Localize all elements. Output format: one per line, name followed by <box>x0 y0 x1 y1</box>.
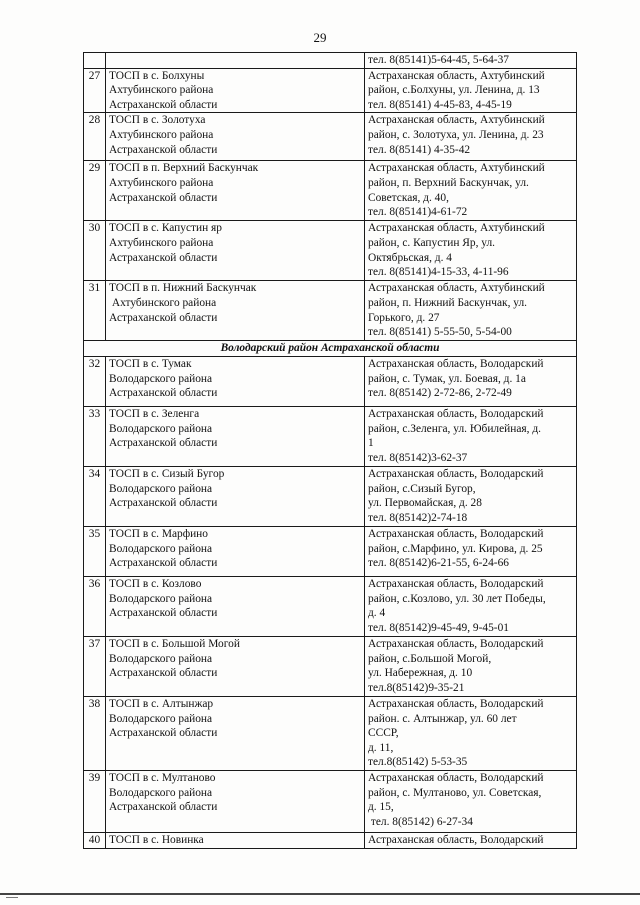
address-cell <box>365 576 577 636</box>
section-heading: Володарский район Астраханской области <box>84 341 577 357</box>
address-cell <box>365 221 577 281</box>
office-name-cell <box>106 356 365 406</box>
address-line: Астраханская область, Володарский <box>368 833 544 846</box>
table-row <box>84 526 577 576</box>
row-number-cell: 28 <box>84 113 106 161</box>
office-name-line: Астраханской области <box>109 143 218 156</box>
section-heading-row <box>84 341 577 357</box>
table-row <box>84 696 577 770</box>
row-number-cell: 33 <box>84 406 106 466</box>
address-line: ул. Первомайская, д. 28 <box>368 497 482 510</box>
address-line: Астраханская область, Володарский <box>368 771 544 784</box>
row-number-cell: 37 <box>84 636 106 696</box>
office-name-line: ТОСП в с. Большой Могой <box>109 637 240 650</box>
office-name-cell <box>106 406 365 466</box>
table-row <box>84 356 577 406</box>
table-row <box>84 636 577 696</box>
address-line: тел. 8(85142)9-45-49, 9-45-01 <box>368 621 509 634</box>
address-cell <box>365 281 577 341</box>
office-name-line: ТОСП в с. Тумак <box>109 357 192 370</box>
office-name-line: Володарского района <box>109 712 213 725</box>
address-line: тел. 8(85142)2-74-18 <box>368 511 468 524</box>
office-name-line: Ахтубинского района <box>109 236 214 249</box>
address-line: тел. 8(85141) 5-55-50, 5-54-00 <box>368 326 512 339</box>
address-line: район. с. Алтынжар, ул. 60 лет <box>368 712 517 725</box>
page-bottom-rule <box>0 893 640 895</box>
address-line: Советская, д. 40, <box>368 191 449 204</box>
office-name-line: ТОСП в п. Нижний Баскунчак <box>109 282 257 295</box>
office-name-cell <box>106 466 365 526</box>
row-number-cell: 35 <box>84 526 106 576</box>
office-name-line: Астраханской области <box>109 607 218 620</box>
address-line: тел. 8(85142) 2-72-86, 2-72-49 <box>368 387 512 400</box>
office-name-cell <box>106 281 365 341</box>
address-cell <box>365 696 577 770</box>
office-name-cell <box>106 68 365 113</box>
table-row <box>84 281 577 341</box>
address-line: ул. Набережная, д. 10 <box>368 667 473 680</box>
address-cell <box>365 636 577 696</box>
office-name-line: Астраханской области <box>109 497 218 510</box>
address-line: Астраханская область, Ахтубинский <box>368 69 545 82</box>
office-name-line: ТОСП в с. Зеленга <box>109 407 200 420</box>
address-line: район, с.Большой Могой, <box>368 652 492 665</box>
table-row <box>84 770 577 832</box>
office-name-cell <box>106 113 365 161</box>
address-line: Октябрьская, д. 4 <box>368 251 452 264</box>
office-name-line: ТОСП в с. Козлово <box>109 577 202 590</box>
row-number-cell <box>84 53 106 69</box>
address-cell <box>365 526 577 576</box>
office-name-line: Володарского района <box>109 422 213 435</box>
office-name-line: ТОСП в с. Капустин яр <box>109 222 222 235</box>
address-line: Астраханская область, Ахтубинский <box>368 282 545 295</box>
address-line: Астраханская область, Ахтубинский <box>368 114 545 127</box>
office-name-line: Астраханской области <box>109 727 218 740</box>
office-name-line: ТОСП в с. Алтынжар <box>109 697 214 710</box>
address-line: район, с. Золотуха, ул. Ленина, д. 23 <box>368 128 544 141</box>
address-line: Горького, д. 27 <box>368 311 440 324</box>
row-number-cell: 29 <box>84 161 106 221</box>
office-name-line: Астраханской области <box>109 251 218 264</box>
registry-table <box>83 52 577 849</box>
registry-table-body <box>84 53 577 849</box>
row-number-cell: 31 <box>84 281 106 341</box>
office-name-cell <box>106 526 365 576</box>
address-line: Астраханская область, Володарский <box>368 697 544 710</box>
office-name-line: ТОСП в с. Мултаново <box>109 771 216 784</box>
office-name-line: Ахтубинского района <box>109 296 217 309</box>
office-name-line: Володарского района <box>109 372 213 385</box>
table-row <box>84 68 577 113</box>
address-line: район, с.Болхуны, ул. Ленина, д. 13 <box>368 84 540 97</box>
address-line: Астраханская область, Володарский <box>368 577 544 590</box>
address-line: тел. 8(85142) 6-27-34 <box>368 815 473 828</box>
row-number-cell: 34 <box>84 466 106 526</box>
office-name-line: ТОСП в п. Верхний Баскунчак <box>109 162 259 175</box>
address-line: тел.8(85142) 5-53-35 <box>368 756 468 769</box>
address-cell <box>365 466 577 526</box>
address-line: Астраханская область, Володарский <box>368 407 544 420</box>
address-line: тел. 8(85141)5-64-45, 5-64-37 <box>368 54 509 66</box>
address-line: тел. 8(85141)4-61-72 <box>368 206 468 219</box>
office-name-cell <box>106 576 365 636</box>
address-cell <box>365 53 577 69</box>
address-line: район, с.Сизый Бугор, <box>368 482 476 495</box>
table-row <box>84 113 577 161</box>
office-name-line: ТОСП в с. Золотуха <box>109 114 206 127</box>
address-line: район, п. Верхний Баскунчак, ул. <box>368 176 529 189</box>
address-cell <box>365 113 577 161</box>
address-line: район, с.Козлово, ул. 30 лет Победы, <box>368 592 546 605</box>
office-name-line: Ахтубинского района <box>109 176 214 189</box>
office-name-line: ТОСП в с. Новинка <box>109 833 204 846</box>
office-name-line: Ахтубинского района <box>109 128 214 141</box>
address-line: тел.8(85142)9-35-21 <box>368 681 465 694</box>
address-line: район, с. Мултаново, ул. Советская, <box>368 786 542 799</box>
office-name-line: Астраханской области <box>109 667 218 680</box>
address-line: Астраханская область, Володарский <box>368 467 544 480</box>
office-name-line: Астраханской области <box>109 387 218 400</box>
row-number-cell: 38 <box>84 696 106 770</box>
office-name-line: Астраханской области <box>109 311 218 324</box>
office-name-line: Ахтубинского района <box>109 84 214 97</box>
address-cell <box>365 770 577 832</box>
address-line: Астраханская область, Ахтубинский <box>368 162 545 175</box>
address-line: СССР, <box>368 727 399 740</box>
office-name-line: Володарского района <box>109 592 213 605</box>
address-line: д. 11, <box>368 741 394 754</box>
address-cell <box>365 832 577 848</box>
office-name-line: Астраханской области <box>109 557 218 570</box>
address-line: Астраханская область, Ахтубинский <box>368 222 545 235</box>
office-name-line: Астраханской области <box>109 437 218 450</box>
continuation-row <box>84 53 577 69</box>
address-line: Астраханская область, Володарский <box>368 527 544 540</box>
office-name-cell <box>106 161 365 221</box>
office-name-line: Володарского района <box>109 786 213 799</box>
office-name-line: Астраханской области <box>109 801 218 814</box>
page-number: 29 <box>313 30 327 45</box>
address-line: тел. 8(85141) 4-45-83, 4-45-19 <box>368 98 512 111</box>
row-number-cell: 32 <box>84 356 106 406</box>
office-name-cell <box>106 832 365 848</box>
office-name-line: ТОСП в с. Марфино <box>109 527 208 540</box>
office-name-line: Володарского района <box>109 652 213 665</box>
office-name-cell <box>106 221 365 281</box>
row-number-cell: 40 <box>84 832 106 848</box>
row-number-cell: 36 <box>84 576 106 636</box>
office-name-line: Астраханской области <box>109 98 218 111</box>
address-line: тел. 8(85142)3-62-37 <box>368 451 468 464</box>
address-line: д. 4 <box>368 607 386 620</box>
address-line: д. 15, <box>368 801 394 814</box>
address-line: район, п. Нижний Баскунчак, ул. <box>368 296 528 309</box>
address-line: район, с. Тумак, ул. Боевая, д. 1а <box>368 372 526 385</box>
address-cell <box>365 68 577 113</box>
address-line: Астраханская область, Володарский <box>368 637 544 650</box>
table-row <box>84 406 577 466</box>
table-row <box>84 832 577 848</box>
row-number-cell: 27 <box>84 68 106 113</box>
address-cell <box>365 161 577 221</box>
table-row <box>84 221 577 281</box>
address-line: тел. 8(85142)6-21-55, 6-24-66 <box>368 557 509 570</box>
address-line: район, с.Марфино, ул. Кирова, д. 25 <box>368 542 543 555</box>
address-line: тел. 8(85141) 4-35-42 <box>368 143 471 156</box>
office-name-line: Володарского района <box>109 482 213 495</box>
office-name-cell <box>106 770 365 832</box>
row-number-cell: 30 <box>84 221 106 281</box>
table-row <box>84 576 577 636</box>
office-name-cell <box>106 636 365 696</box>
table-row <box>84 466 577 526</box>
office-name-line: ТОСП в с. Сизый Бугор <box>109 467 225 480</box>
scan-artifact <box>6 897 18 898</box>
office-name-line: Володарского района <box>109 542 213 555</box>
address-line: район, с.Зеленга, ул. Юбилейная, д. <box>368 422 541 435</box>
address-line: тел. 8(85141)4-15-33, 4-11-96 <box>368 266 509 279</box>
office-name-line: ТОСП в с. Болхуны <box>109 69 205 82</box>
address-line: район, с. Капустин Яр, ул. <box>368 236 496 249</box>
address-line: Астраханская область, Володарский <box>368 357 544 370</box>
address-cell <box>365 356 577 406</box>
address-line: 1 <box>368 437 374 450</box>
table-row <box>84 161 577 221</box>
row-number-cell: 39 <box>84 770 106 832</box>
office-name-line: Астраханской области <box>109 191 218 204</box>
office-name-cell <box>106 696 365 770</box>
office-name-cell <box>106 53 365 69</box>
address-cell <box>365 406 577 466</box>
